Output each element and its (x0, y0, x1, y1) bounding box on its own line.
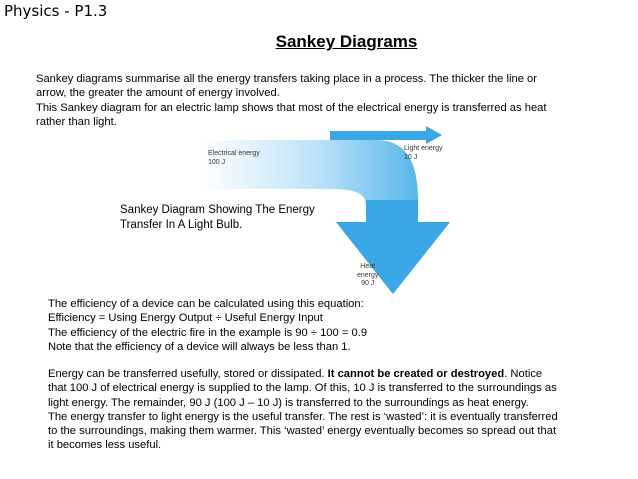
efficiency-paragraph: The efficiency of a device can be calculated using this equation: Efficiency = Using Energy Output ÷ Useful Energy Input The efficiency of the electric fire in the example is 90 ÷ 100 = 0.9 Note that the efficiency of a device will always be less than 1. (48, 298, 368, 353)
intro-paragraph: Sankey diagrams summarise all the energy transfers taking place in a process. The thicker the line or arrow, the greater the amount of energy involved. This Sankey diagram for an electric lamp shows that most of the electrical energy is transferred as heat rather than light. (36, 73, 547, 128)
light-energy-label: Light energy 10 J (404, 145, 443, 161)
input-energy-label: Electrical energy 100 J (208, 150, 260, 166)
diagram-caption: Sankey Diagram Showing The Energy Transfer In A Light Bulb. (120, 204, 315, 231)
emphasis-text: It cannot be created or destroyed (327, 368, 505, 380)
heat-energy-label: Heat energy 90 J (357, 263, 379, 287)
sankey-heat-arrow (336, 200, 450, 294)
topic-tag: Physics - P1.3 (4, 2, 108, 20)
transfer-paragraph: Energy can be transferred usefully, stored or dissipated. It cannot be created or destroyed. Notice that 100 J of electrical energy is supplied to the lamp. Of this, 10 J is transferred to the surroundings as light energy. The remainder, 90 J (100 J – 10 J) is transferred to the surroundings as heat energy. The energy transfer to light energy is the useful transfer. The rest is ‘wasted’: it is eventually transferred to the surroundings, making them warmer. This ‘wasted’ energy eventually becomes so spread out that it becomes less useful. (48, 368, 558, 452)
page-title: Sankey Diagrams (275, 32, 418, 51)
